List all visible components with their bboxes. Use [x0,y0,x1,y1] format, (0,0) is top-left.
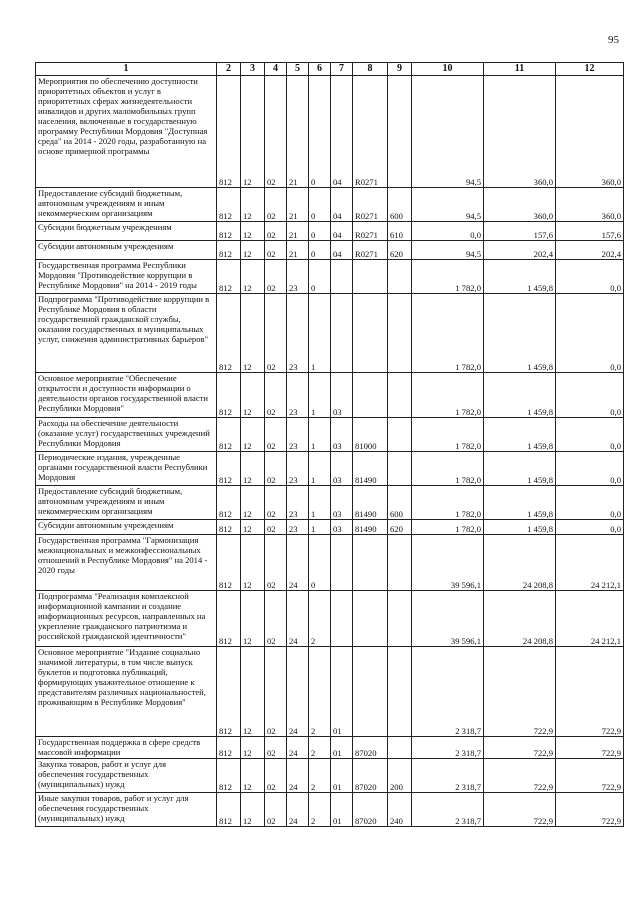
cell-c6: 2 [309,759,331,793]
cell-c3: 12 [241,647,265,737]
cell-c6: 0 [309,241,331,260]
cell-c9 [388,294,412,373]
cell-c5: 21 [287,222,309,241]
cell-c5: 21 [287,241,309,260]
cell-c5: 24 [287,647,309,737]
table-row [36,520,624,535]
cell-c10: 1 782,0 [412,294,484,373]
cell-c3: 12 [241,591,265,647]
cell-c5: 23 [287,486,309,520]
cell-c8: 81490 [353,486,388,520]
cell-c8: R0271 [353,241,388,260]
cell-c7: 04 [331,241,353,260]
cell-c11: 360,0 [484,76,556,188]
cell-c6: 0 [309,260,331,294]
cell-c7: 03 [331,452,353,486]
cell-c8: R0271 [353,222,388,241]
cell-c11: 722,9 [484,793,556,827]
row-name-cell: Государственная поддержка в сфере средств массовой информации [36,737,217,759]
table-row [36,373,624,418]
cell-c10: 1 782,0 [412,373,484,418]
cell-c10: 94,5 [412,76,484,188]
cell-c7: 01 [331,737,353,759]
column-header: 2 [217,63,241,76]
cell-c7 [331,535,353,591]
cell-c8: 87020 [353,793,388,827]
column-header: 12 [556,63,624,76]
cell-c8 [353,260,388,294]
cell-c10: 1 782,0 [412,452,484,486]
table-row [36,486,624,520]
cell-c5: 23 [287,452,309,486]
cell-c3: 12 [241,535,265,591]
cell-c3: 12 [241,452,265,486]
cell-c2: 812 [217,535,241,591]
cell-c12: 0,0 [556,452,624,486]
cell-c3: 12 [241,260,265,294]
cell-c9 [388,373,412,418]
cell-c4: 02 [265,294,287,373]
table-row [36,260,624,294]
cell-c9 [388,647,412,737]
cell-c5: 23 [287,294,309,373]
column-header: 6 [309,63,331,76]
table-row [36,737,624,759]
cell-c8: 81490 [353,520,388,535]
cell-c6: 1 [309,520,331,535]
cell-c6: 1 [309,486,331,520]
table-row [36,647,624,737]
column-header: 1 [36,63,217,76]
cell-c2: 812 [217,737,241,759]
cell-c4: 02 [265,418,287,452]
cell-c12: 0,0 [556,260,624,294]
cell-c6: 0 [309,188,331,222]
cell-c9: 600 [388,486,412,520]
cell-c3: 12 [241,294,265,373]
row-name-cell: Основное мероприятие "Обеспечение открытости и доступности информации о деятельности органов государственной власти Республики Мордовия" [36,373,217,418]
cell-c11: 1 459,8 [484,486,556,520]
row-name-cell: Подпрограмма "Противодействие коррупции в Республике Мордовия в области государственной гражданской службы, оказания государственных и муниципальных услуг, снижения административных барьеров" [36,294,217,373]
cell-c10: 1 782,0 [412,260,484,294]
cell-c12: 0,0 [556,373,624,418]
table-row [36,222,624,241]
cell-c12: 722,9 [556,793,624,827]
cell-c2: 812 [217,260,241,294]
cell-c11: 1 459,8 [484,260,556,294]
cell-c7: 03 [331,373,353,418]
cell-c5: 21 [287,76,309,188]
column-header: 4 [265,63,287,76]
cell-c7: 03 [331,418,353,452]
cell-c11: 1 459,8 [484,452,556,486]
cell-c3: 12 [241,418,265,452]
cell-c7: 04 [331,222,353,241]
cell-c6: 1 [309,294,331,373]
cell-c2: 812 [217,793,241,827]
cell-c9 [388,737,412,759]
cell-c7: 01 [331,793,353,827]
cell-c9 [388,260,412,294]
cell-c11: 722,9 [484,737,556,759]
cell-c2: 812 [217,486,241,520]
cell-c10: 39 596,1 [412,535,484,591]
cell-c11: 360,0 [484,188,556,222]
cell-c12: 722,9 [556,737,624,759]
page-number: 95 [608,34,619,46]
cell-c12: 722,9 [556,647,624,737]
cell-c10: 2 318,7 [412,759,484,793]
cell-c9 [388,418,412,452]
cell-c12: 24 212,1 [556,591,624,647]
cell-c4: 02 [265,241,287,260]
row-name-cell: Периодические издания, учрежденные органами государственной власти Республики Мордовия [36,452,217,486]
cell-c12: 0,0 [556,294,624,373]
cell-c11: 157,6 [484,222,556,241]
cell-c3: 12 [241,486,265,520]
cell-c3: 12 [241,222,265,241]
column-header: 8 [353,63,388,76]
cell-c5: 24 [287,591,309,647]
cell-c7 [331,294,353,373]
cell-c2: 812 [217,591,241,647]
cell-c2: 812 [217,188,241,222]
cell-c11: 24 208,8 [484,535,556,591]
cell-c2: 812 [217,222,241,241]
cell-c9: 620 [388,520,412,535]
table-row [36,759,624,793]
row-name-cell: Расходы на обеспечение деятельности (оказание услуг) государственных учреждений Республики Мордовия [36,418,217,452]
cell-c5: 24 [287,793,309,827]
row-name-cell: Субсидии автономным учреждениям [36,520,217,535]
cell-c11: 722,9 [484,647,556,737]
table-row [36,294,624,373]
cell-c4: 02 [265,76,287,188]
cell-c2: 812 [217,759,241,793]
cell-c2: 812 [217,373,241,418]
table-row [36,76,624,188]
cell-c4: 02 [265,759,287,793]
cell-c9 [388,591,412,647]
cell-c9: 200 [388,759,412,793]
cell-c9: 600 [388,188,412,222]
cell-c11: 1 459,8 [484,520,556,535]
header-row [36,63,624,76]
cell-c6: 0 [309,76,331,188]
cell-c12: 360,0 [556,76,624,188]
cell-c4: 02 [265,591,287,647]
row-name-cell: Закупка товаров, работ и услуг для обеспечения государственных (муниципальных) нужд [36,759,217,793]
row-name-cell: Предоставление субсидий бюджетным, автономным учреждениям и иным некоммерческим организациям [36,486,217,520]
cell-c5: 24 [287,737,309,759]
cell-c5: 24 [287,759,309,793]
cell-c8: 81000 [353,418,388,452]
cell-c6: 0 [309,535,331,591]
cell-c6: 0 [309,222,331,241]
cell-c11: 1 459,8 [484,373,556,418]
cell-c5: 23 [287,520,309,535]
cell-c6: 1 [309,452,331,486]
cell-c6: 2 [309,793,331,827]
cell-c11: 722,9 [484,759,556,793]
table-row [36,591,624,647]
table-row [36,452,624,486]
cell-c2: 812 [217,452,241,486]
cell-c4: 02 [265,535,287,591]
cell-c11: 24 208,8 [484,591,556,647]
cell-c12: 202,4 [556,241,624,260]
cell-c9: 240 [388,793,412,827]
cell-c7 [331,591,353,647]
cell-c5: 23 [287,260,309,294]
cell-c10: 94,5 [412,241,484,260]
table-row [36,241,624,260]
cell-c8 [353,591,388,647]
cell-c4: 02 [265,260,287,294]
cell-c3: 12 [241,76,265,188]
cell-c11: 1 459,8 [484,418,556,452]
cell-c12: 0,0 [556,520,624,535]
cell-c7: 01 [331,759,353,793]
cell-c10: 0,0 [412,222,484,241]
cell-c10: 1 782,0 [412,520,484,535]
cell-c7: 04 [331,188,353,222]
cell-c7: 03 [331,486,353,520]
cell-c10: 2 318,7 [412,647,484,737]
row-name-cell: Основное мероприятие "Издание социально значимой литературы, в том числе выпуск буклетов и подготовка публикаций, формирующих уважительное отношение к представителям различных национальностей, проживающим в Республике Мордовия" [36,647,217,737]
cell-c2: 812 [217,418,241,452]
column-header: 11 [484,63,556,76]
cell-c4: 02 [265,222,287,241]
cell-c6: 2 [309,591,331,647]
cell-c4: 02 [265,452,287,486]
cell-c10: 39 596,1 [412,591,484,647]
row-name-cell: Государственная программа "Гармонизация межнациональных и межконфессиональных отношений в Республике Мордовия" на 2014 - 2020 годы [36,535,217,591]
cell-c10: 1 782,0 [412,486,484,520]
cell-c5: 24 [287,535,309,591]
cell-c3: 12 [241,241,265,260]
cell-c12: 360,0 [556,188,624,222]
cell-c2: 812 [217,76,241,188]
cell-c7: 04 [331,76,353,188]
row-name-cell: Предоставление субсидий бюджетным, автономным учреждениям и иным некоммерческим организациям [36,188,217,222]
cell-c5: 23 [287,373,309,418]
row-name-cell: Субсидии автономным учреждениям [36,241,217,260]
row-name-cell: Подпрограмма "Реализация комплексной информационной кампании и создание информационных ресурсов, направленных на укрепление гражданского патриотизма и российской гражданской идентичности" [36,591,217,647]
cell-c2: 812 [217,647,241,737]
cell-c3: 12 [241,759,265,793]
row-name-cell: Мероприятия по обеспечению доступности приоритетных объектов и услуг в приоритетных сферах жизнедеятельности инвалидов и других маломобильных групп населения, включенные в государственную программу Республики Мордовия "Доступная среда" на 2014 - 2020 годы, разработанную на основе примерной программы [36,76,217,188]
cell-c2: 812 [217,241,241,260]
row-name-cell: Государственная программа Республики Мордовия "Противодействие коррупции в Республике Мордовия" на 2014 - 2019 годы [36,260,217,294]
table-row [36,793,624,827]
cell-c3: 12 [241,793,265,827]
cell-c8 [353,647,388,737]
cell-c12: 722,9 [556,759,624,793]
cell-c3: 12 [241,520,265,535]
cell-c3: 12 [241,737,265,759]
column-header: 5 [287,63,309,76]
cell-c6: 1 [309,418,331,452]
cell-c8 [353,373,388,418]
cell-c9 [388,452,412,486]
cell-c9: 610 [388,222,412,241]
cell-c12: 0,0 [556,486,624,520]
cell-c9 [388,535,412,591]
cell-c7: 03 [331,520,353,535]
cell-c10: 1 782,0 [412,418,484,452]
cell-c8 [353,294,388,373]
cell-c3: 12 [241,373,265,418]
table-row [36,418,624,452]
cell-c10: 2 318,7 [412,793,484,827]
cell-c4: 02 [265,188,287,222]
cell-c3: 12 [241,188,265,222]
cell-c4: 02 [265,373,287,418]
cell-c12: 24 212,1 [556,535,624,591]
cell-c11: 1 459,8 [484,294,556,373]
column-header: 10 [412,63,484,76]
row-name-cell: Иные закупки товаров, работ и услуг для обеспечения государственных (муниципальных) нужд [36,793,217,827]
cell-c8 [353,535,388,591]
table-row [36,535,624,591]
cell-c6: 1 [309,373,331,418]
cell-c5: 23 [287,418,309,452]
cell-c7: 01 [331,647,353,737]
cell-c2: 812 [217,520,241,535]
cell-c5: 21 [287,188,309,222]
cell-c4: 02 [265,486,287,520]
cell-c9 [388,76,412,188]
cell-c4: 02 [265,737,287,759]
cell-c8: R0271 [353,76,388,188]
row-name-cell: Субсидии бюджетным учреждениям [36,222,217,241]
cell-c8: 87020 [353,759,388,793]
cell-c10: 94,5 [412,188,484,222]
column-header: 9 [388,63,412,76]
cell-c12: 0,0 [556,418,624,452]
cell-c6: 2 [309,737,331,759]
cell-c12: 157,6 [556,222,624,241]
cell-c6: 2 [309,647,331,737]
cell-c2: 812 [217,294,241,373]
column-header: 3 [241,63,265,76]
budget-table [35,62,624,827]
cell-c9: 620 [388,241,412,260]
cell-c8: 81490 [353,452,388,486]
cell-c10: 2 318,7 [412,737,484,759]
cell-c11: 202,4 [484,241,556,260]
cell-c8: 87020 [353,737,388,759]
cell-c8: R0271 [353,188,388,222]
table-row [36,188,624,222]
cell-c7 [331,260,353,294]
cell-c4: 02 [265,520,287,535]
cell-c4: 02 [265,647,287,737]
column-header: 7 [331,63,353,76]
cell-c4: 02 [265,793,287,827]
